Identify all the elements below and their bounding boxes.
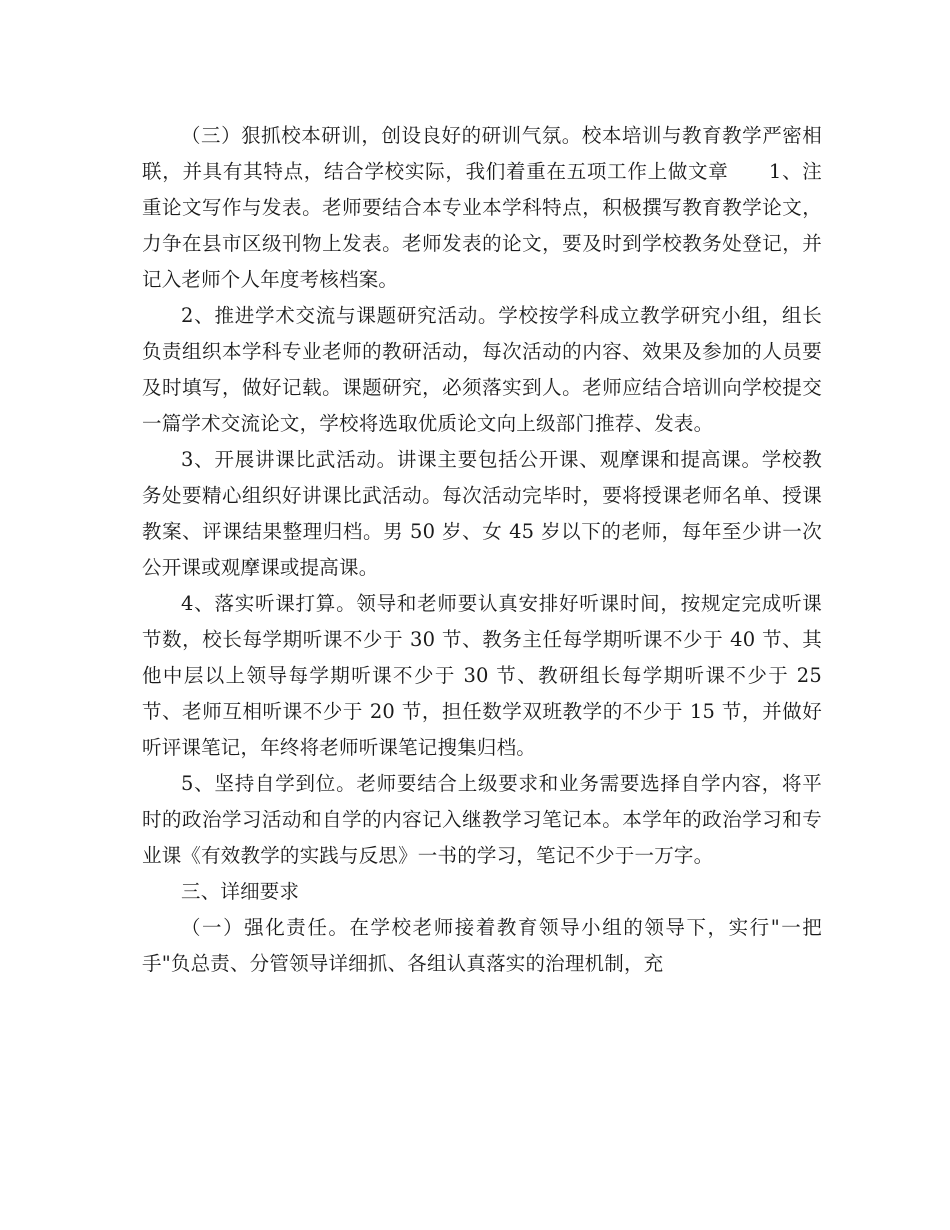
paragraph-responsibility: （一）强化责任。在学校老师接着教育领导小组的领导下，实行"一把手"负总责、分管领导详细抓、各组认真落实的治理机制，充	[142, 916, 822, 975]
paragraph-lesson-observation: 4、落实听课打算。领导和老师要认真安排好听课时间，按规定完成听课节数，校长每学期听课不少于 30 节、教务主任每学期听课不少于 40 节、其他中层以上领导每学期听课不少于 30 节、教研组长每学期听课不少于 25 节、老师互相听课不少于 20 节，担任数学双班教学的不少于 15 节，并做好听评课笔记，年终将老师听课笔记搜集归档。	[142, 592, 822, 759]
section-heading-requirements: 三、详细要求	[181, 880, 300, 903]
paragraph-school-based-training: （三）狠抓校本研训，创设良好的研训气氛。校本培训与教育教学严密相联，并具有其特点，结合学校实际，我们着重在五项工作上做文章 1、注重论文写作与发表。老师要结合本专业本学科特点，积极撰写教育教学论文，力争在县市区级刊物上发表。老师发表的论文，要及时到学校教务处登记，并记入老师个人年度考核档案。	[142, 124, 822, 291]
paragraph-academic-exchange: 2、推进学术交流与课题研究活动。学校按学科成立教学研究小组，组长负责组织本学科专业老师的教研活动，每次活动的内容、效果及参加的人员要及时填写，做好记载。课题研究，必须落实到人。老师应结合培训向学校提交一篇学术交流论文，学校将选取优质论文向上级部门推荐、发表。	[142, 304, 822, 435]
paragraph-self-study: 5、坚持自学到位。老师要结合上级要求和业务需要选择自学内容，将平时的政治学习活动和自学的内容记入继教学习笔记本。本学年的政治学习和专业课《有效教学的实践与反思》一书的学习，笔记不少于一万字。	[142, 772, 822, 867]
paragraph-teaching-contest: 3、开展讲课比武活动。讲课主要包括公开课、观摩课和提高课。学校教务处要精心组织好讲课比武活动。每次活动完毕时，要将授课老师名单、授课教案、评课结果整理归档。男 50 岁、女 45 岁以下的老师，每年至少讲一次公开课或观摩课或提高课。	[142, 448, 822, 579]
document-page	[142, 118, 822, 982]
